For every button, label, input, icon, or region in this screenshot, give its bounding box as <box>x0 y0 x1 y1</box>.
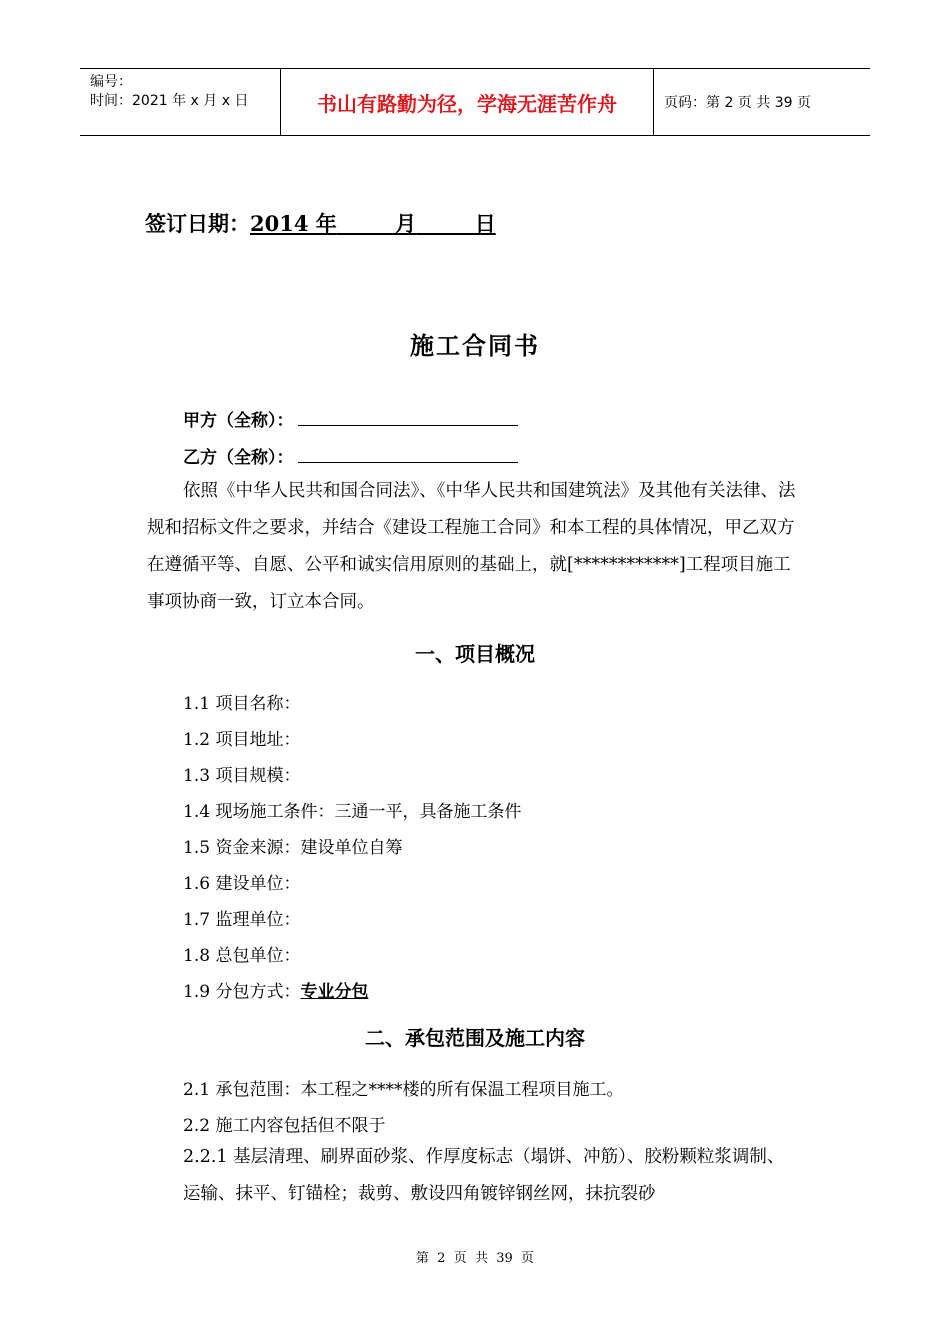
header-motto: 书山有路勤为径，学海无涯苦作舟 <box>281 69 654 135</box>
intro-paragraph: 依照《中华人民共和国合同法》、《中华人民共和国建筑法》及其他有关法律、法规和招标文件之要求，并结合《建设工程施工合同》和本工程的具体情况，甲乙双方在遵循平等、自愿、公平和诚实信用原则的基础上，就[************]工程项目施工事项协商一致，订立本合同。 <box>147 481 796 612</box>
list-item: 2.2 施工内容包括但不限于 <box>183 1116 386 1136</box>
party-a-blank <box>298 409 518 426</box>
sign-date-month: 月 <box>336 211 417 236</box>
section2-title: 二、承包范围及施工内容 <box>365 1026 585 1050</box>
list-item: 1.7 监理单位： <box>183 910 301 930</box>
list-item: 1.6 建设单位： <box>183 874 301 894</box>
page-footer: 第 2 页 共 39 页 <box>415 1251 535 1266</box>
list-item: 1.5 资金来源：建设单位自筹 <box>183 838 403 858</box>
list-item: 1.4 现场施工条件：三通一平，具备施工条件 <box>183 802 522 822</box>
header-meta <box>80 69 281 135</box>
party-b-blank <box>298 446 518 463</box>
list-item: 2.1 承包范围：本工程之****楼的所有保温工程项目施工。 <box>183 1080 624 1100</box>
sign-date-year: 2014 年 <box>250 211 337 236</box>
party-a <box>183 406 518 431</box>
document-title: 施工合同书 <box>410 331 540 360</box>
list-item <box>183 977 368 1002</box>
list-item: 1.3 项目规模： <box>183 766 301 786</box>
party-a-label: 甲方（全称）： <box>183 411 294 431</box>
page-header <box>80 68 870 136</box>
header-number: 编号： <box>90 74 132 90</box>
list-item: 2.2.1 基层清理、刷界面砂浆、作厚度标志（塌饼、冲筋）、胶粉颗粒浆调制、运输、抹平、钉锚栓；裁剪、敷设四角镀锌钢丝网，抹抗裂砂 <box>183 1147 785 1204</box>
sign-date-day: 日 <box>416 211 496 236</box>
list-item: 1.8 总包单位： <box>183 946 301 966</box>
sign-date-label: 签订日期： <box>145 211 250 236</box>
list-item: 1.2 项目地址： <box>183 730 301 750</box>
party-b-label: 乙方（全称）： <box>183 448 294 468</box>
sign-date <box>145 208 496 238</box>
item9-value: 专业分包 <box>300 982 369 1002</box>
item9-label: 1.9 分包方式： <box>183 982 301 1002</box>
header-page: 页码：第 2 页 共 39 页 <box>664 95 811 111</box>
list-item: 1.1 项目名称： <box>183 694 301 714</box>
party-b <box>183 443 518 468</box>
section1-title: 一、项目概况 <box>415 642 535 666</box>
header-time: 时间：2021 年 x 月 x 日 <box>90 93 249 109</box>
